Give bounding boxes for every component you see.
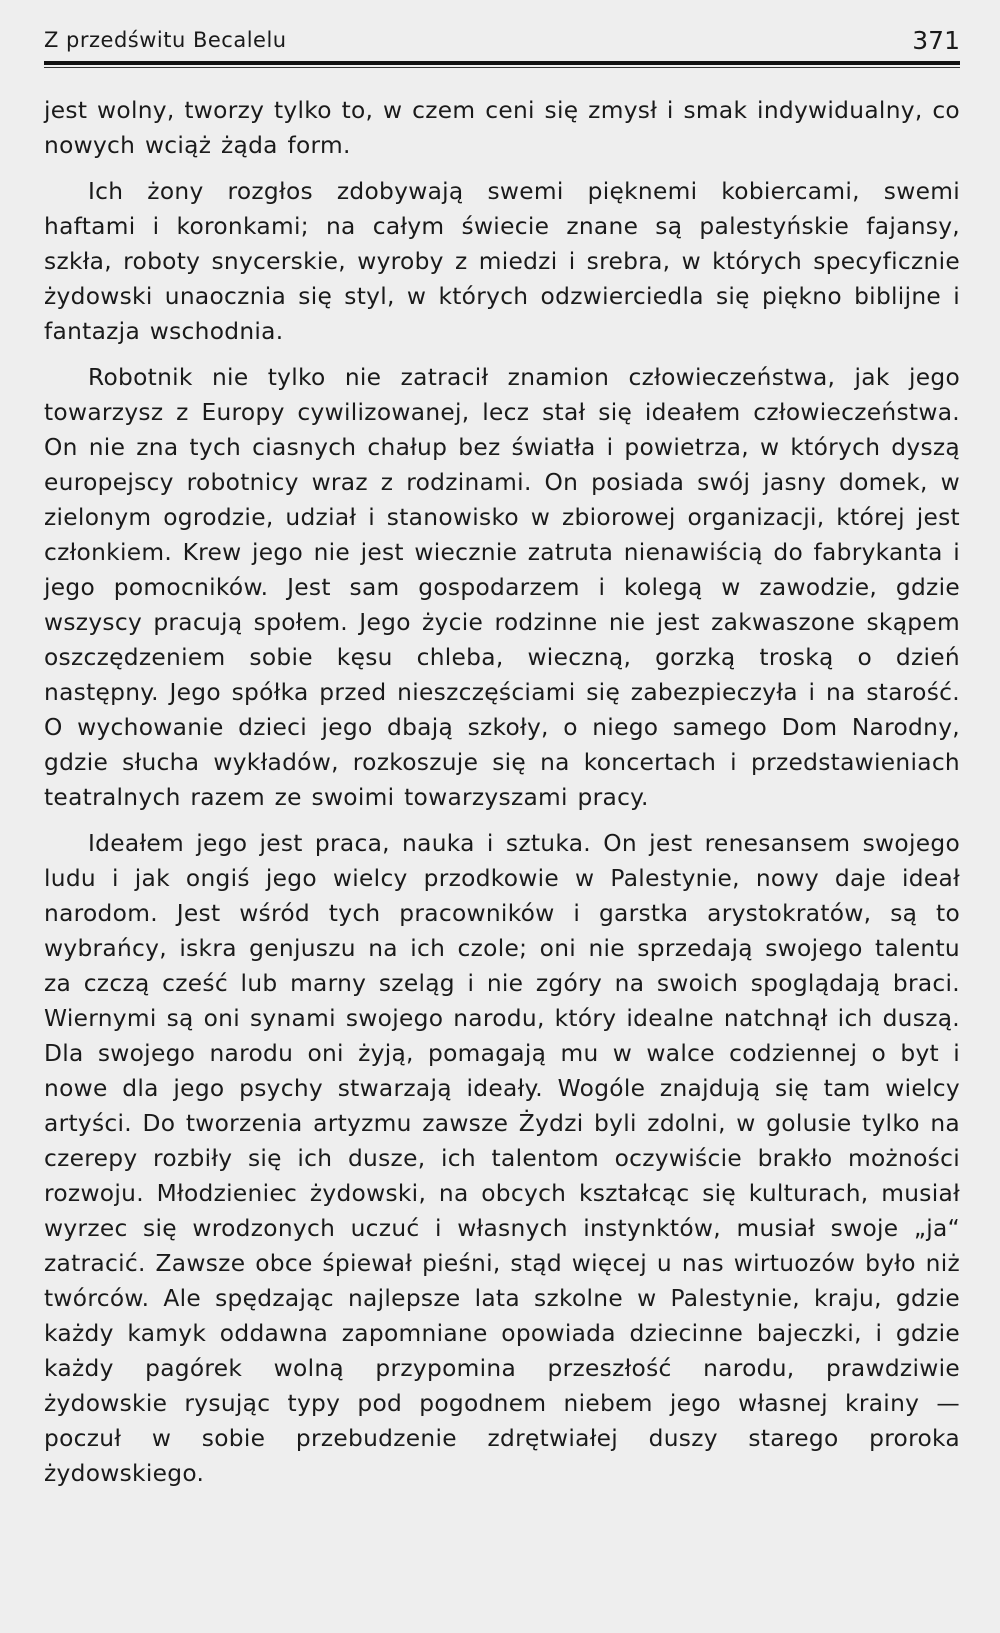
page-number: 371 [912, 26, 960, 55]
header-rule-thin [44, 67, 960, 68]
running-title: Z przedświtu Becalelu [44, 28, 287, 52]
paragraph-ideal: Ideałem jego jest praca, nauka i sztuka. On jest renesansem swojego ludu i jak ongiś jego wielcy przodkowie w Palestynie, nowy daje ideał narodom. Jest wśród tych pracowników i garstka arystokratów, są to wybrańcy, iskra genjuszu na ich czole; oni nie sprzedają swojego talentu za czczą cześć lub marny szeląg i nie zgóry na swoich spoglądają braci. Wiernymi są oni synami swojego narodu, który idealne natchnął ich duszą. Dla swojego narodu oni żyją, pomagają mu w walce codziennej o byt i nowe dla jego psychy stwarzają ideały. Wogóle znajdują się tam wielcy artyści. Do tworzenia artyzmu zawsze Żydzi byli zdolni, w golusie tylko na czerepy rozbiły się ich dusze, ich talentom oczywiście brakło możności rozwoju. Młodzieniec żydowski, na obcych kształcąc się kulturach, musiał wyrzec się wrodzonych uczuć i własnych instynktów, musiał swoje „ja“ zatracić. Zawsze obce śpiewał pieśni, stąd więcej u nas wirtuozów było niż twórców. Ale spędzając najlepsze lata szkolne w Palestynie, kraju, gdzie każdy kamyk oddawna zapomniane opowiada dziecinne bajeczki, i gdzie każdy pagórek wolną przypomina przeszłość narodu, prawdziwie żydowskie rysując typy pod pogodnem niebem jego własnej krainy — poczuł w sobie przebudzenie zdrętwiałej duszy starego proroka żydowskiego. [44, 830, 960, 1487]
paragraph-wives-crafts: Ich żony rozgłos zdobywają swemi pięknemi kobiercami, swemi haftami i koronkami; na całym świecie znane są palestyńskie fajansy, szkła, roboty snycerskie, wyroby z miedzi i srebra, w których specyficznie żydowski unaocznia się styl, w których odzwierciedla się piękno biblijne i fantazja wschodnia. [44, 178, 960, 345]
page-header [44, 22, 960, 62]
paragraph-continuation: jest wolny, tworzy tylko to, w czem ceni się zmysł i smak indywidualny, co nowych wciąż żąda form. [44, 97, 960, 159]
body-text [44, 93, 960, 1491]
header-rule [44, 61, 960, 65]
paragraph-worker: Robotnik nie tylko nie zatracił znamion człowieczeństwa, jak jego towarzysz z Europy cywilizowanej, lecz stał się ideałem człowieczeństwa. On nie zna tych ciasnych chałup bez światła i powietrza, w których dyszą europejscy robotnicy wraz z rodzinami. On posiada swój jasny domek, w zielonym ogrodzie, udział i stanowisko w zbiorowej organizacji, której jest członkiem. Krew jego nie jest wiecznie zatruta nienawiścią do fabrykanta i jego pomocników. Jest sam gospodarzem i kolegą w zawodzie, gdzie wszyscy pracują społem. Jego życie rodzinne nie jest zakwaszone skąpem oszczędzeniem sobie kęsu chleba, wieczną, gorzką troską o dzień następny. Jego spółka przed nieszczęściami się zabezpieczyła i na starość. O wychowanie dzieci jego dbają szkoły, o niego samego Dom Narodny, gdzie słucha wykładów, rozkoszuje się na koncertach i przedstawieniach teatralnych razem ze swoimi towarzyszami pracy. [44, 364, 960, 811]
